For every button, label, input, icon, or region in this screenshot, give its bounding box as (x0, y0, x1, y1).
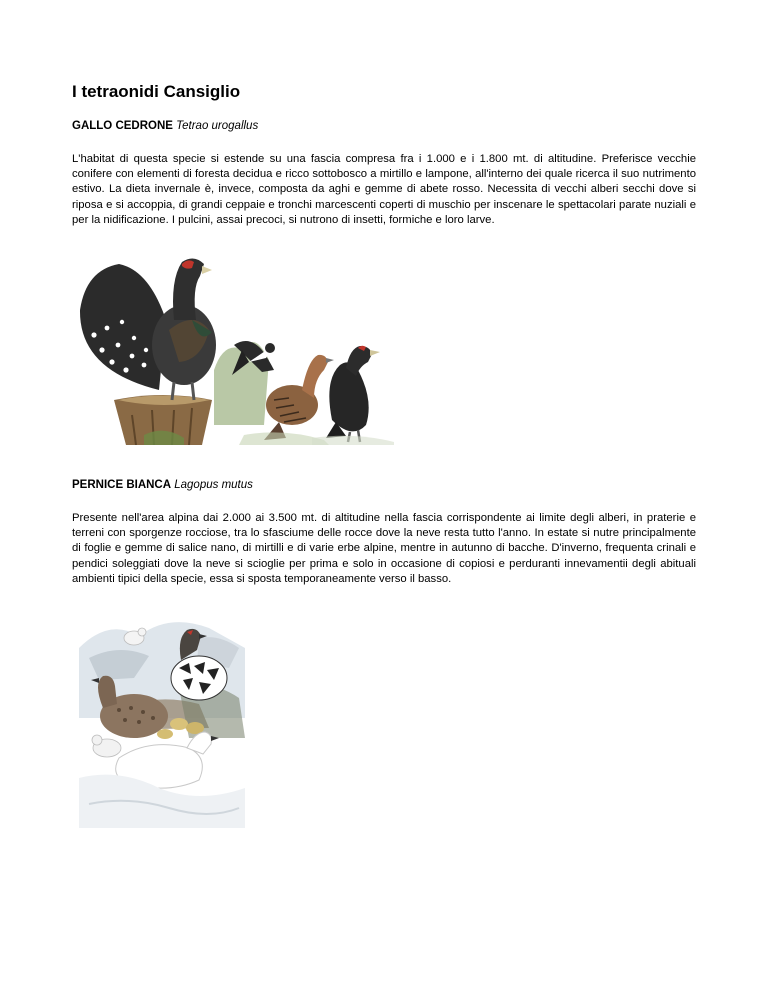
latin-name: Lagopus mutus (174, 479, 253, 491)
section-body-gallo-cedrone: L'habitat di questa specie si estende su una fascia compresa fra i 1.000 e i 1.800 mt. di altitudine. Preferisce vecchie conifere con elementi di foresta decidua e ricco sottobosco a mirtillo e lampone, all'interno dei quale ricerca il suo nutrimento estivo. La dieta invernale è, invece, composta da aghi e gemme di abete rosso. Necessita di vecchi alberi secchi dove si riposa e si accoppia, di grandi ceppaie e tronchi marcescenti coperti di muschio per inscenare le spettacolari parate nuziali e per la nidificazione. I pulcini, assai precoci, si nutrono di insetti, formiche e loro larve. (72, 153, 696, 226)
common-name: GALLO CEDRONE (72, 120, 173, 132)
common-name: PERNICE BIANCA (72, 479, 172, 491)
section-heading-gallo-cedrone (72, 120, 258, 132)
latin-name: Tetrao urogallus (176, 120, 259, 132)
page-title: I tetraonidi Cansiglio (72, 82, 241, 101)
section-heading-pernice-bianca (72, 479, 253, 491)
ptarmigan-illustration (79, 608, 245, 828)
capercaillie-illustration (74, 250, 404, 445)
section-body-pernice-bianca: Presente nell'area alpina dai 2.000 ai 3.500 mt. di altitudine nella fascia corrispondente ai limite degli alberi, in praterie e terreni con sporgenze rocciose, tra lo sfasciume delle rocce dove la neve resta tutto l'anno. In estate si nutre principalmente di foglie e gemme di salice nano, di mirtilli e di varie erbe alpine, mentre in autunno di bacche. D'inverno, frequenta crinali e pendici soleggiati dove la neve si scioglie per prima e solo in occasione di copiosi e perduranti innevamentii degli abituali ambienti tipici della specie, essa si sposta temporaneamente verso il basso. (72, 512, 696, 585)
